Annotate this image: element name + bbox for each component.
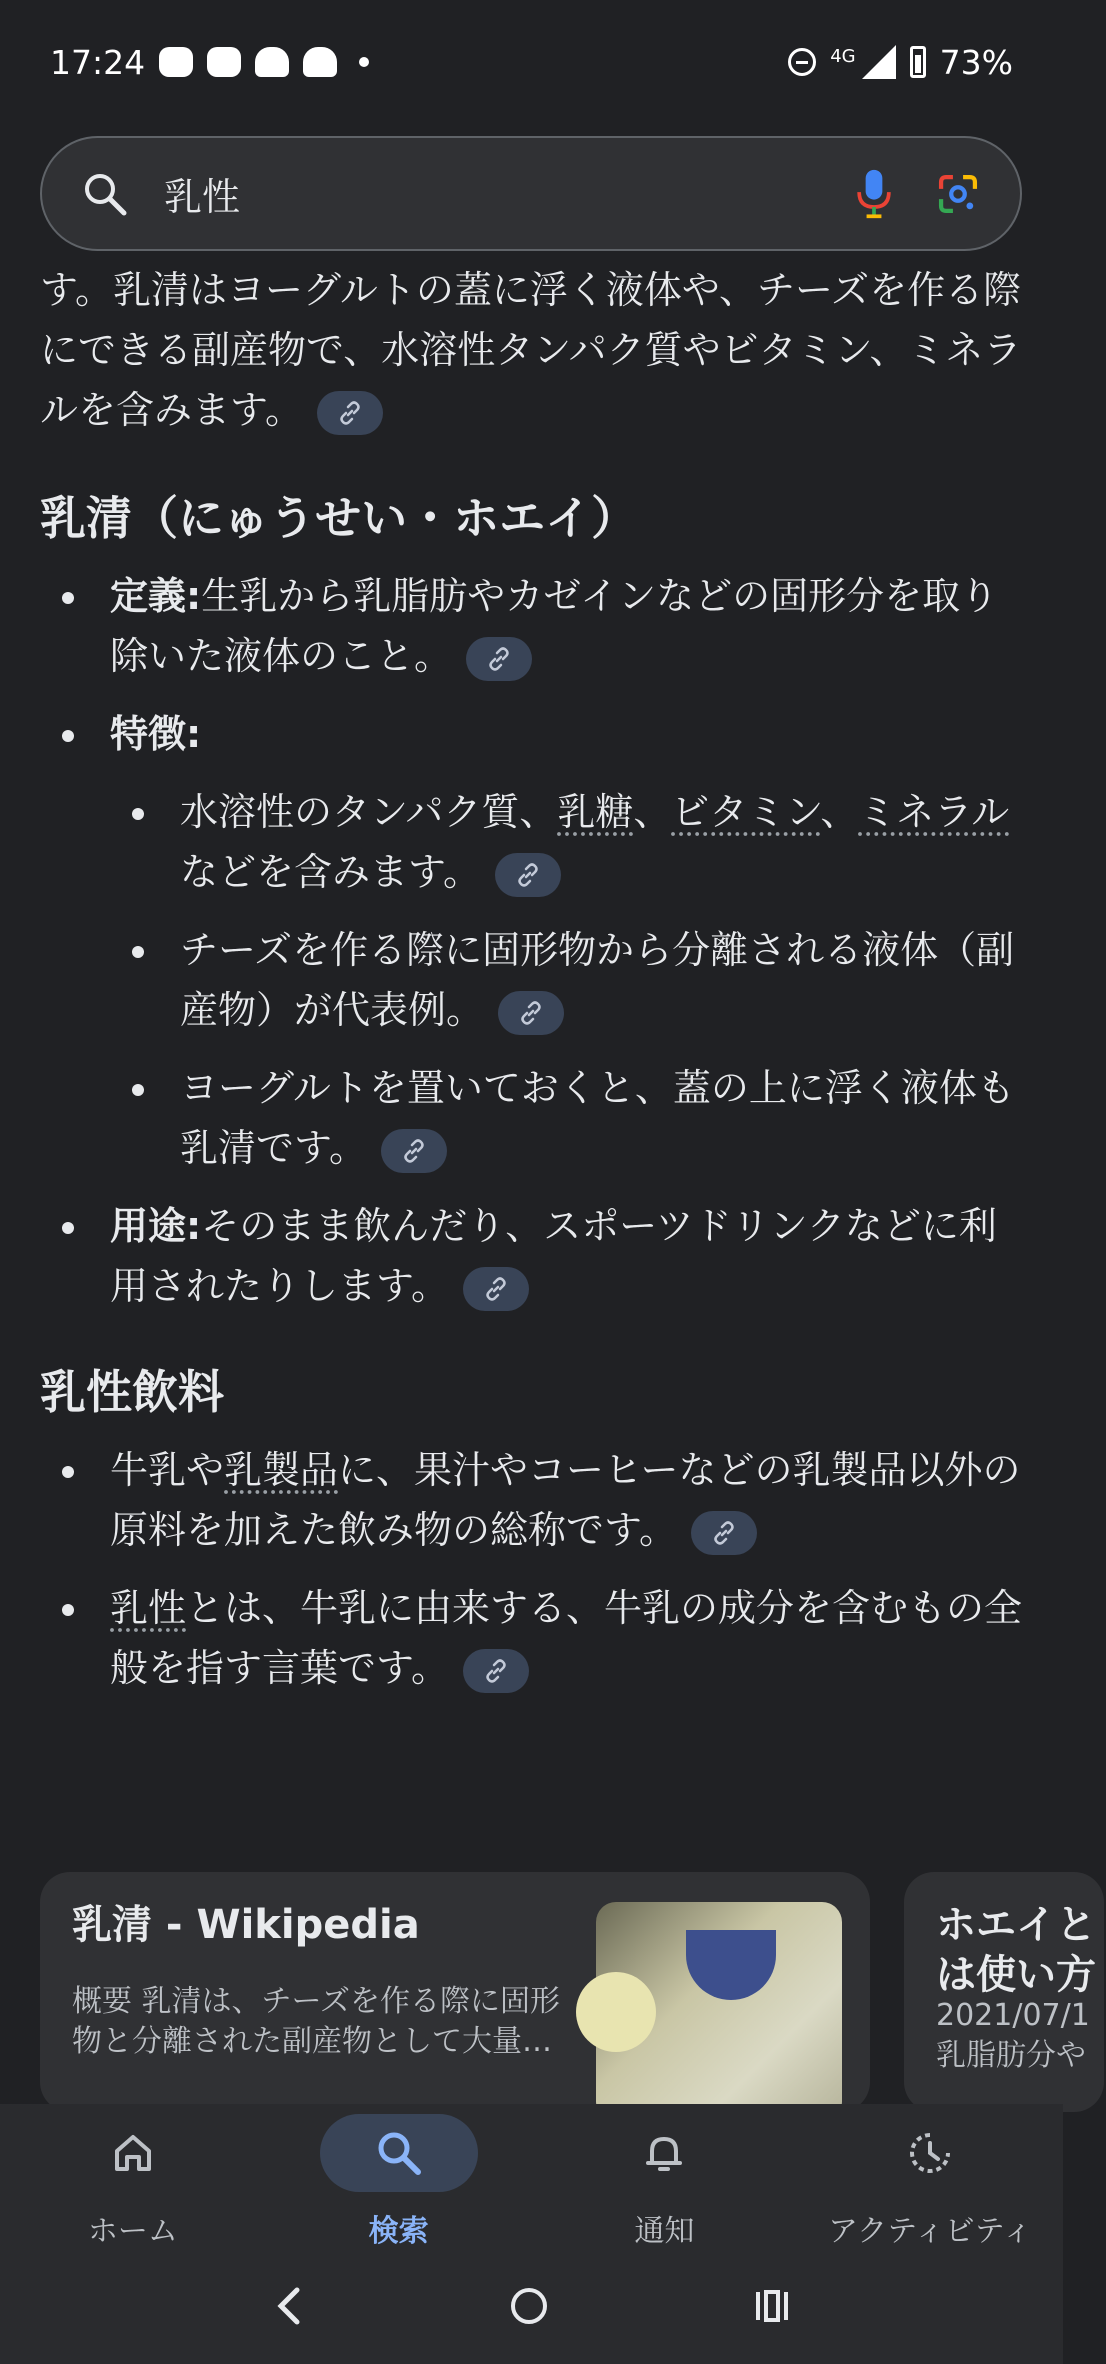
usage-label: 用途: bbox=[110, 1204, 202, 1248]
nav-search-label: 検索 bbox=[368, 2214, 429, 2249]
activity-icon bbox=[906, 2129, 954, 2177]
nav-home-label: ホーム bbox=[87, 2214, 178, 2249]
signal-icon bbox=[862, 45, 896, 79]
bottom-navigation bbox=[0, 2104, 1063, 2364]
status-bar bbox=[0, 0, 1063, 124]
search-input[interactable]: 乳性 bbox=[164, 175, 241, 219]
system-navigation bbox=[0, 2284, 1063, 2328]
milk-drink-list bbox=[40, 1440, 1025, 1698]
feature-item bbox=[110, 920, 1025, 1040]
source-link-chip[interactable] bbox=[691, 1511, 757, 1555]
link-icon bbox=[518, 1000, 544, 1026]
whey-list bbox=[40, 566, 1025, 1316]
search-bar[interactable] bbox=[40, 136, 1022, 251]
home-icon bbox=[111, 2131, 155, 2175]
usage-text: そのまま飲んだり、スポーツドリンクなどに利用されたりします。 bbox=[110, 1204, 997, 1308]
card-snippet: 2021/07/1 乳脂肪分や bbox=[936, 1998, 1090, 2073]
list-item-drink-2 bbox=[40, 1578, 1025, 1698]
card-snippet: 概要 乳清は、チーズを作る際に固形物と分離された副産物として大量… bbox=[72, 1984, 561, 2059]
search-icon bbox=[82, 171, 128, 217]
nav-activity-pill bbox=[851, 2114, 1009, 2192]
ai-overview-content bbox=[40, 260, 1025, 1716]
feature-text: チーズを作る際に固形物から分離される液体（副産物）が代表例。 bbox=[180, 928, 1015, 1032]
drink-text: に、果汁やコーヒーなどの乳製品以外の原料を加えた飲み物の総称です。 bbox=[110, 1448, 1021, 1552]
source-link-chip[interactable] bbox=[317, 391, 383, 435]
nav-home-pill bbox=[54, 2114, 212, 2192]
feature-item bbox=[110, 1058, 1025, 1178]
definition-text: 生乳から乳脂肪やカゼインなどの固形分を取り除いた液体のこと。 bbox=[110, 574, 999, 678]
back-icon[interactable] bbox=[269, 2284, 309, 2328]
list-item-features bbox=[40, 704, 1025, 1178]
link-icon bbox=[711, 1520, 737, 1546]
link-icon bbox=[337, 400, 363, 426]
card-title: 乳清 - Wikipedia bbox=[72, 1902, 420, 1948]
feature-item bbox=[110, 782, 1025, 902]
source-link-chip[interactable] bbox=[495, 853, 561, 897]
nav-notifications-label: 通知 bbox=[634, 2214, 695, 2249]
features-label: 特徴: bbox=[110, 712, 202, 756]
definition-label: 定義: bbox=[110, 574, 202, 618]
nav-search[interactable] bbox=[274, 2114, 524, 2250]
features-sub-list bbox=[110, 782, 1025, 1178]
source-link-chip[interactable] bbox=[463, 1649, 529, 1693]
source-cards bbox=[40, 1872, 1104, 2112]
source-card-whey-usage[interactable] bbox=[904, 1872, 1104, 2112]
section-title-milk-drink: 乳性飲料 bbox=[40, 1365, 224, 1419]
vitamin-link[interactable]: ビタミン bbox=[671, 790, 821, 834]
section-title-whey: 乳清（にゅうせい・ホエイ） bbox=[40, 491, 638, 545]
source-link-chip[interactable] bbox=[498, 991, 564, 1035]
intro-paragraph bbox=[40, 260, 1025, 440]
link-icon bbox=[483, 1276, 509, 1302]
status-left bbox=[50, 43, 369, 82]
battery-percent: 73% bbox=[939, 42, 1013, 82]
feature-text: 水溶性のタンパク質、 bbox=[180, 790, 558, 834]
status-time: 17:24 bbox=[50, 42, 146, 82]
microphone-icon[interactable] bbox=[852, 168, 896, 220]
link-icon bbox=[401, 1138, 427, 1164]
nav-search-pill bbox=[320, 2114, 478, 2192]
lactose-link[interactable]: 乳糖 bbox=[557, 790, 634, 834]
link-icon bbox=[515, 862, 541, 888]
battery-icon bbox=[910, 46, 926, 78]
nav-notifications-pill bbox=[585, 2114, 743, 2192]
nav-activity-label: アクティビティ bbox=[827, 2214, 1033, 2249]
source-link-chip[interactable] bbox=[463, 1267, 529, 1311]
nav-activity[interactable] bbox=[805, 2114, 1055, 2250]
link-icon bbox=[486, 646, 512, 672]
bell-icon bbox=[642, 2131, 686, 2175]
link-icon bbox=[483, 1658, 509, 1684]
list-item-definition bbox=[40, 566, 1025, 686]
separator: 、 bbox=[820, 790, 859, 834]
more-notifications-icon bbox=[359, 57, 369, 67]
google-lens-icon[interactable] bbox=[936, 168, 980, 220]
nav-notifications[interactable] bbox=[539, 2114, 789, 2250]
nav-home[interactable] bbox=[8, 2114, 258, 2250]
nav-items bbox=[0, 2104, 1063, 2250]
card-title: ホエイとは使い方 bbox=[936, 1902, 1096, 1998]
weather-notification-icon bbox=[255, 47, 289, 77]
card-thumbnail bbox=[596, 1902, 842, 2122]
source-link-chip[interactable] bbox=[381, 1129, 447, 1173]
network-type: 4G bbox=[830, 45, 856, 67]
drink-text: 牛乳や bbox=[110, 1448, 225, 1492]
mineral-link[interactable]: ミネラル bbox=[858, 790, 1010, 834]
tea-notification-icon bbox=[159, 47, 193, 77]
weather-notification-icon-2 bbox=[303, 47, 337, 77]
bowl-image bbox=[686, 1930, 776, 2000]
drink-text: とは、牛乳に由来する、牛乳の成分を含むもの全般を指す言葉です。 bbox=[110, 1586, 1023, 1690]
feature-text: などを含みます。 bbox=[180, 850, 481, 894]
recent-apps-icon[interactable] bbox=[750, 2284, 794, 2328]
status-right bbox=[788, 43, 1013, 82]
source-card-wikipedia[interactable] bbox=[40, 1872, 870, 2112]
feature-text: ヨーグルトを置いておくと、蓋の上に浮く液体も乳清です。 bbox=[180, 1066, 1015, 1170]
list-item-usage bbox=[40, 1196, 1025, 1316]
list-item-drink-1 bbox=[40, 1440, 1025, 1560]
source-link-chip[interactable] bbox=[466, 637, 532, 681]
home-button-icon[interactable] bbox=[507, 2284, 551, 2328]
search-icon bbox=[376, 2130, 422, 2176]
plate-image bbox=[576, 1972, 656, 2052]
milk-property-link[interactable]: 乳性 bbox=[110, 1586, 187, 1630]
dairy-product-link[interactable]: 乳製品 bbox=[224, 1448, 339, 1492]
intro-text: す。乳清はヨーグルトの蓋に浮く液体や、チーズを作る際にできる副産物で、水溶性タンパク質やビタミン、ミネラルを含みます。 bbox=[40, 268, 1022, 432]
separator: 、 bbox=[633, 790, 672, 834]
chat-notification-icon bbox=[207, 47, 241, 77]
do-not-disturb-icon bbox=[788, 48, 816, 76]
